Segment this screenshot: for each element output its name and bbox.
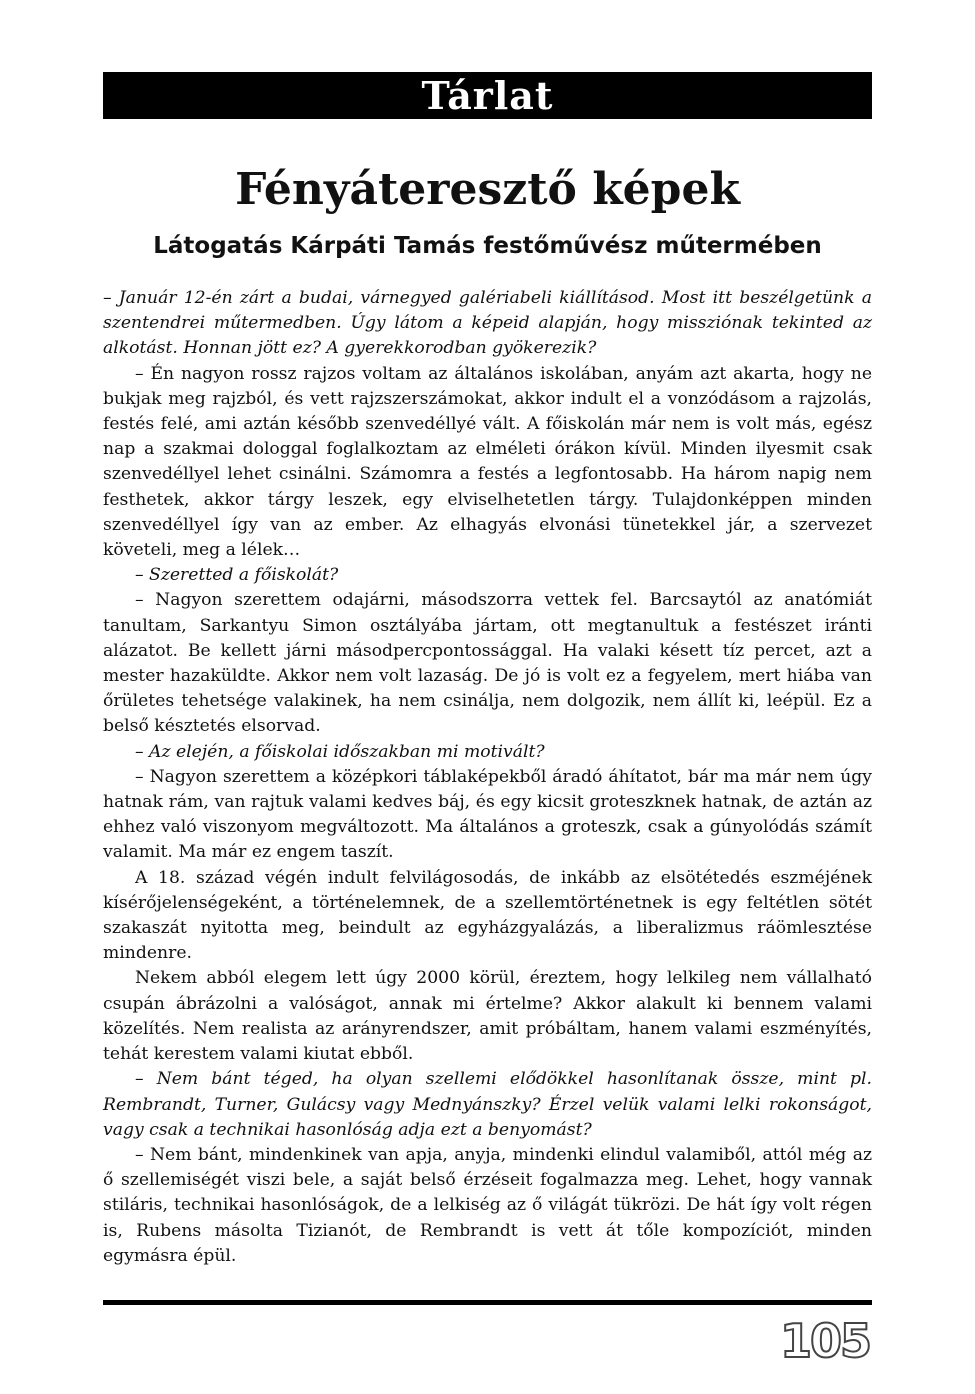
article-subtitle: Látogatás Kárpáti Tamás festőművész műtermében	[153, 233, 822, 259]
body-paragraph: Nekem abból elegem lett úgy 2000 körül, éreztem, hogy lelkileg nem vállalható csupán ábrázolni a valóságot, annak mi értelme? Akkor alakult ki bennem valami közelítés. Nem realista az arányrendszer, amit próbáltam, hanem valami eszményítés, tehát kerestem valami kiutat ebből.	[103, 968, 872, 1065]
page-number: 105	[779, 1314, 870, 1368]
interview-answer: – Én nagyon rossz rajzos voltam az általános iskolában, anyám azt akarta, hogy ne bukjak meg rajzból, és vett rajzszerszámokat, akkor indult el a vonzódásom a rajzolás, festés felé, ami aztán később szenvedéllyé vált. A főiskolán már nem is volt más, egész nap a szakmai dologgal foglalkoztam az elméleti órákon kívül. Minden ilyesmit csak szenvedéllyel lehet csinálni. Számomra a festés a legfontosabb. Ha három napig nem festhetek, akkor tárgy leszek, egy elviselhetetlen tárgy. Tulajdonképpen minden szenvedéllyel így van az ember. Az elhagyás elvonási tünetekkel jár, a szervezet követeli, meg a lélek…	[103, 363, 872, 561]
interview-answer: – Nagyon szerettem odajárni, másodszorra vettek fel. Barcsaytól az anatómiát tanultam, Sarkantyu Simon osztályába jártam, ott megtanultuk a festészet iránti alázatot. Be kellett járni másodpercpontossággal. Ha valaki késett tíz percet, azt a mester hazaküldte. Akkor nem volt lazaság. De jó is volt ez a fegyelem, mert hiába van őrületes tehetsége valakinek, ha nem csinálja, nem dolgozik, nem állít ki, leépül. Ez a belső késztetés elsorvad.	[103, 590, 872, 737]
interview-question: – Az elején, a főiskolai időszakban mi motivált?	[135, 741, 545, 762]
section-title: Tárlat	[421, 72, 554, 118]
body-paragraph: A 18. század végén indult felvilágosodás, de inkább az elsötétedés eszméjének kísérőjelenségeként, a történelemnek, de a szellemtörténetnek is egy feltétlen sötét szakaszát nyitotta meg, beindult az egyházgyalázás, a liberalizmus ráömlesztése mindenre.	[103, 867, 872, 964]
section-header-bar	[103, 72, 872, 119]
interview-question: – Nem bánt téged, ha olyan szellemi elődökkel hasonlítanak össze, mint pl. Rembrandt, Turner, Gulácsy vagy Mednyánszky? Érzel velük valami lelki rokonságot, vagy csak a technikai hasonlóság adja ezt a benyomást?	[103, 1069, 872, 1140]
interview-question: – Január 12-én zárt a budai, várnegyed galériabeli kiállításod. Most itt beszélgetünk a szentendrei műtermedben. Úgy látom a képeid alapján, hogy missziónak tekinted az alkotást. Honnan jött ez? A gyerekkorodban gyökerezik?	[103, 288, 872, 359]
interview-question: – Szeretted a főiskolát?	[135, 565, 339, 586]
footer-rule	[103, 1300, 872, 1305]
article-body	[103, 286, 872, 1269]
interview-answer: – Nem bánt, mindenkinek van apja, anyja, mindenki elindul valamiből, attól még az ő szellemiségét viszi bele, a saját belső érzéseit fogalmazza meg. Lehet, hogy vannak stiláris, technikai hasonlóságok, de a lelkiség az ő világát tükrözi. De hát így volt régen is, Rubens másolta Tizianót, de Rembrandt is vett át tőle kompozíciót, minden egymásra épül.	[103, 1144, 872, 1266]
interview-answer: – Nagyon szerettem a középkori táblaképekből áradó áhítatot, bár ma már nem úgy hatnak rám, van rajtuk valami kedves báj, és egy kicsit groteszknek hatnak, de aztán az ehhez való viszonyom megváltozott. Ma általános a groteszk, csak a gúnyolódás számít valamit. Ma már ez engem taszít.	[103, 766, 872, 863]
article-headline: Fényáteresztő képek	[235, 164, 740, 215]
